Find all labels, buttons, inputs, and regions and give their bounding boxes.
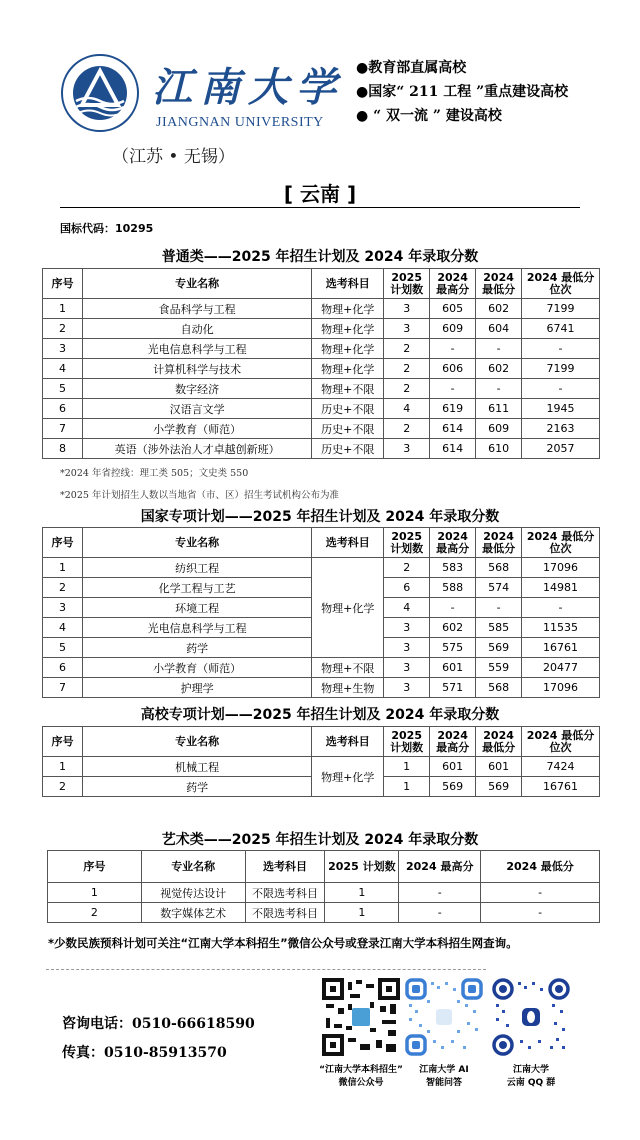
cell-major: 小学教育（师范）	[82, 419, 311, 439]
cell-major: 计算机科学与技术	[82, 359, 311, 379]
general-table	[42, 268, 600, 459]
cell-subject: 物理+不限	[312, 379, 384, 399]
cell-max: -	[430, 339, 476, 359]
cell-major: 数字媒体艺术	[141, 903, 245, 923]
minority-note: *少数民族预科计划可关注“江南大学本科招生”微信公众号或登录江南大学本科招生网查询。	[48, 936, 518, 950]
dashed-divider	[46, 969, 486, 970]
cell-subject: 物理+化学	[312, 299, 384, 319]
cell-max: -	[430, 379, 476, 399]
cell-subject: 物理+化学	[312, 339, 384, 359]
cell-min: 574	[476, 578, 522, 598]
province-title: [ 云南 ]	[283, 182, 357, 206]
national-section-title: 国家专项计划——2025 年招生计划及 2024 年录取分数	[140, 509, 500, 525]
header-major: 专业名称	[82, 727, 311, 757]
header-max: 2024 最高分	[430, 727, 476, 757]
cell-plan: 2	[384, 379, 430, 399]
header-rank: 2024 最低分位次	[522, 528, 600, 558]
cell-no: 1	[43, 299, 83, 319]
cell-max: 606	[430, 359, 476, 379]
cell-min: 611	[476, 399, 522, 419]
cell-min: 568	[476, 558, 522, 578]
cell-major: 药学	[82, 777, 311, 797]
wechat-qr-label-line1: “江南大学本科招生”	[319, 1065, 403, 1075]
cell-no: 1	[48, 883, 142, 903]
wechat-qr-code-icon[interactable]	[322, 978, 400, 1056]
college-table	[42, 726, 600, 797]
cell-plan: 2	[384, 558, 430, 578]
header-plan: 2025 计划数	[384, 528, 430, 558]
table-header-row	[48, 851, 600, 883]
table-header-row	[43, 269, 600, 299]
header-plan: 2025 计划数	[325, 851, 399, 883]
cell-min: 585	[476, 618, 522, 638]
cell-rank: 6741	[522, 319, 600, 339]
cell-major: 英语（涉外法治人才卓越创新班）	[82, 439, 311, 459]
qq-group-qr-code-icon[interactable]	[492, 978, 570, 1056]
cell-subject: 历史+不限	[312, 399, 384, 419]
qq-qr-label-line2: 云南 QQ 群	[506, 1078, 556, 1088]
contact-phone: 咨询电话：0510-66618590	[62, 1016, 255, 1032]
cell-plan: 1	[384, 757, 430, 777]
cell-min: -	[481, 903, 600, 923]
cell-max: -	[399, 883, 481, 903]
cell-min: 610	[476, 439, 522, 459]
cell-no: 6	[43, 399, 83, 419]
cell-major: 汉语言文学	[82, 399, 311, 419]
cell-major: 视觉传达设计	[141, 883, 245, 903]
cell-max: 614	[430, 439, 476, 459]
cell-no: 4	[43, 359, 83, 379]
cell-plan: 4	[384, 399, 430, 419]
ai-qr-label-line1: 江南大学 AI	[419, 1065, 469, 1075]
cell-min: 568	[476, 678, 522, 698]
cell-max: 614	[430, 419, 476, 439]
cell-rank: -	[522, 379, 600, 399]
cell-major: 化学工程与工艺	[82, 578, 311, 598]
cell-max: 605	[430, 299, 476, 319]
header-subject: 选考科目	[312, 727, 384, 757]
cell-max: 588	[430, 578, 476, 598]
cell-major: 自动化	[82, 319, 311, 339]
cell-no: 1	[43, 757, 83, 777]
table-row	[43, 678, 600, 698]
cell-major: 护理学	[82, 678, 311, 698]
wechat-qr-label	[305, 1064, 417, 1090]
cell-major: 纺织工程	[82, 558, 311, 578]
university-badges	[356, 56, 568, 128]
cell-rank: 16761	[522, 638, 600, 658]
university-emblem-icon	[60, 53, 140, 133]
cell-max: -	[399, 903, 481, 923]
cell-plan: 2	[384, 419, 430, 439]
college-section-title: 高校专项计划——2025 年招生计划及 2024 年录取分数	[140, 707, 500, 723]
cell-min: 559	[476, 658, 522, 678]
general-section-title: 普通类——2025 年招生计划及 2024 年录取分数	[161, 249, 479, 265]
table-row	[43, 757, 600, 777]
header-no: 序号	[43, 269, 83, 299]
cell-plan: 6	[384, 578, 430, 598]
qq-qr-label	[491, 1064, 571, 1090]
cell-subject: 物理+化学	[312, 319, 384, 339]
university-name-cn: 江南大学	[152, 64, 344, 111]
cell-max: 575	[430, 638, 476, 658]
cell-plan: 1	[325, 883, 399, 903]
header-rank: 2024 最低分位次	[522, 269, 600, 299]
cell-rank: -	[522, 339, 600, 359]
cell-min: -	[476, 379, 522, 399]
header-min: 2024 最低分	[481, 851, 600, 883]
header-no: 序号	[43, 727, 83, 757]
table-header-row	[43, 528, 600, 558]
cell-max: 583	[430, 558, 476, 578]
header-subject: 选考科目	[312, 528, 384, 558]
cell-plan: 1	[325, 903, 399, 923]
cell-rank: 2163	[522, 419, 600, 439]
cell-no: 4	[43, 618, 83, 638]
table-row	[43, 658, 600, 678]
cell-no: 6	[43, 658, 83, 678]
cell-min: 604	[476, 319, 522, 339]
ai-assistant-qr-code-icon[interactable]	[405, 978, 483, 1056]
cell-max: 571	[430, 678, 476, 698]
cell-subject: 物理+化学	[312, 359, 384, 379]
table-header-row	[43, 727, 600, 757]
cell-no: 3	[43, 598, 83, 618]
cell-max: 602	[430, 618, 476, 638]
table-row	[48, 903, 600, 923]
header-subject: 选考科目	[312, 269, 384, 299]
cell-major: 药学	[82, 638, 311, 658]
table-row	[43, 399, 600, 419]
table-row	[43, 339, 600, 359]
header-plan: 2025 计划数	[384, 727, 430, 757]
cell-min: 569	[476, 777, 522, 797]
cell-rank: 7199	[522, 299, 600, 319]
cell-max: 569	[430, 777, 476, 797]
university-name-en: JIANGNAN UNIVERSITY	[156, 115, 324, 130]
art-section-title: 艺术类——2025 年招生计划及 2024 年录取分数	[161, 832, 479, 848]
cell-no: 5	[43, 638, 83, 658]
cell-plan: 2	[384, 339, 430, 359]
cell-min: 602	[476, 299, 522, 319]
national-table	[42, 527, 600, 698]
header-major: 专业名称	[141, 851, 245, 883]
cell-min: 601	[476, 757, 522, 777]
cell-min: -	[476, 598, 522, 618]
cell-rank: 17096	[522, 558, 600, 578]
cell-plan: 3	[384, 319, 430, 339]
badge-211: ●国家“ 211 工程 ”重点建设高校	[356, 84, 569, 100]
header-plan: 2025 计划数	[384, 269, 430, 299]
table-row	[43, 319, 600, 339]
table-row	[43, 359, 600, 379]
contact-fax: 传真：0510-85913570	[62, 1045, 227, 1061]
cell-no: 2	[43, 578, 83, 598]
cell-no: 8	[43, 439, 83, 459]
cell-major: 环境工程	[82, 598, 311, 618]
cell-subject: 不限选考科目	[245, 903, 325, 923]
cell-rank: 7199	[522, 359, 600, 379]
cell-no: 3	[43, 339, 83, 359]
ai-qr-label-line2: 智能问答	[425, 1078, 462, 1088]
cell-min: -	[481, 883, 600, 903]
header-rank: 2024 最低分位次	[522, 727, 600, 757]
cell-subject: 不限选考科目	[245, 883, 325, 903]
header-major: 专业名称	[82, 528, 311, 558]
cell-plan: 3	[384, 439, 430, 459]
header-no: 序号	[48, 851, 142, 883]
table-row	[43, 558, 600, 578]
cell-rank: 2057	[522, 439, 600, 459]
cell-no: 7	[43, 419, 83, 439]
cell-subject: 物理+不限	[312, 658, 384, 678]
badge-double-first-class: ● “ 双一流 ” 建设高校	[356, 108, 502, 124]
cell-plan: 4	[384, 598, 430, 618]
cell-rank: 1945	[522, 399, 600, 419]
header-min: 2024 最低分	[476, 727, 522, 757]
header-max: 2024 最高分	[430, 269, 476, 299]
title-divider	[60, 207, 580, 208]
cell-rank: 16761	[522, 777, 600, 797]
cell-max: -	[430, 598, 476, 618]
header-max: 2024 最高分	[399, 851, 481, 883]
cell-plan: 3	[384, 618, 430, 638]
cell-min: -	[476, 339, 522, 359]
cell-no: 2	[48, 903, 142, 923]
cell-plan: 3	[384, 299, 430, 319]
cell-plan: 3	[384, 638, 430, 658]
header-min: 2024 最低分	[476, 528, 522, 558]
ai-qr-label	[404, 1064, 484, 1090]
cell-rank: 11535	[522, 618, 600, 638]
table-row	[43, 439, 600, 459]
table-row	[43, 379, 600, 399]
badge-moe: ●教育部直属高校	[356, 60, 467, 76]
cell-no: 1	[43, 558, 83, 578]
wechat-qr-label-line2: 微信公众号	[338, 1078, 384, 1088]
qq-qr-label-line1: 江南大学	[512, 1065, 549, 1075]
cell-subject: 历史+不限	[312, 419, 384, 439]
cell-subject: 物理+生物	[312, 678, 384, 698]
cell-max: 601	[430, 757, 476, 777]
header-min: 2024 最低分	[476, 269, 522, 299]
cell-rank: -	[522, 598, 600, 618]
cell-subject-merged: 物理+化学	[312, 558, 384, 658]
table-row	[43, 299, 600, 319]
cell-rank: 17096	[522, 678, 600, 698]
cell-major: 光电信息科学与工程	[82, 339, 311, 359]
cell-plan: 1	[384, 777, 430, 797]
header	[0, 0, 640, 175]
cell-min: 569	[476, 638, 522, 658]
cell-rank: 20477	[522, 658, 600, 678]
cell-min: 609	[476, 419, 522, 439]
cell-max: 601	[430, 658, 476, 678]
note-control-line: *2024 年省控线：理工类 505；文史类 550	[60, 468, 249, 479]
cell-max: 609	[430, 319, 476, 339]
header-major: 专业名称	[82, 269, 311, 299]
cell-plan: 3	[384, 658, 430, 678]
cell-min: 602	[476, 359, 522, 379]
cell-major: 机械工程	[82, 757, 311, 777]
cell-plan: 3	[384, 678, 430, 698]
table-row	[48, 883, 600, 903]
national-code: 国标代码：10295	[60, 222, 154, 235]
cell-no: 2	[43, 777, 83, 797]
cell-subject-merged: 物理+化学	[312, 757, 384, 797]
art-table	[47, 850, 600, 923]
header-no: 序号	[43, 528, 83, 558]
university-location: （江苏 • 无锡）	[112, 147, 235, 167]
cell-max: 619	[430, 399, 476, 419]
cell-major: 食品科学与工程	[82, 299, 311, 319]
cell-major: 数字经济	[82, 379, 311, 399]
cell-no: 5	[43, 379, 83, 399]
cell-major: 光电信息科学与工程	[82, 618, 311, 638]
note-plan-disclaimer: *2025 年计划招生人数以当地省（市、区）招生考试机构公布为准	[60, 490, 339, 501]
cell-rank: 7424	[522, 757, 600, 777]
cell-subject: 历史+不限	[312, 439, 384, 459]
table-row	[43, 419, 600, 439]
cell-no: 7	[43, 678, 83, 698]
cell-no: 2	[43, 319, 83, 339]
cell-major: 小学教育（师范）	[82, 658, 311, 678]
header-max: 2024 最高分	[430, 528, 476, 558]
cell-rank: 14981	[522, 578, 600, 598]
header-subject: 选考科目	[245, 851, 325, 883]
cell-plan: 2	[384, 359, 430, 379]
